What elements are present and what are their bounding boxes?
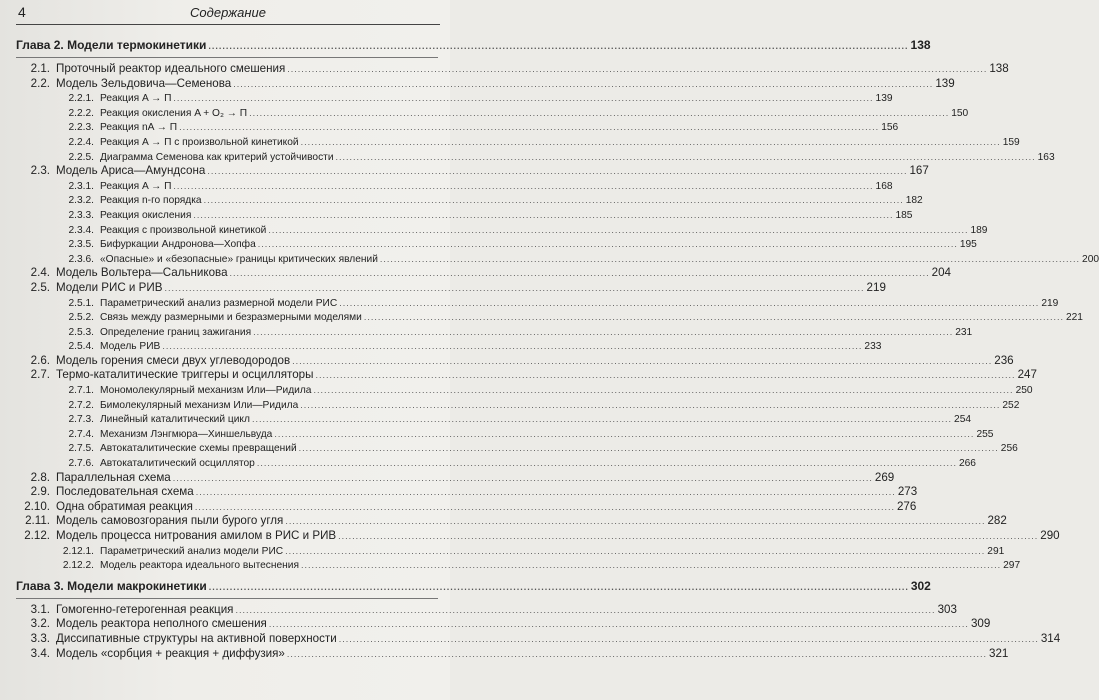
toc-entry-page: 236: [994, 353, 1014, 367]
toc-entry-page: 219: [866, 280, 886, 294]
toc-entry-page: 314: [1040, 631, 1061, 645]
dot-leader: [339, 632, 1039, 647]
toc-entry-title: Реакция с произвольной кинетикой: [100, 224, 267, 236]
dot-leader: [179, 120, 879, 135]
dot-leader: [268, 223, 968, 238]
toc-entry-page: 221: [1065, 312, 1083, 324]
dot-leader: [164, 281, 864, 296]
toc-entry[interactable]: [16, 179, 893, 194]
toc-entry-number: 2.12.: [24, 529, 50, 542]
toc-entry-page: 185: [895, 209, 913, 221]
dot-leader: [336, 150, 1036, 165]
toc-entry-number: 2.7.3.: [68, 414, 94, 426]
toc-entry[interactable]: [16, 368, 1037, 383]
dot-leader: [339, 296, 1039, 311]
dot-leader: [315, 368, 1015, 383]
toc-entry-number: 2.8.: [30, 470, 50, 484]
toc-entry[interactable]: [16, 76, 955, 92]
toc-entry-page: 309: [970, 617, 991, 631]
toc-chapter-entry[interactable]: [16, 36, 931, 54]
toc-entry-page: 297: [1003, 560, 1021, 572]
toc-entry-number: 2.12.2.: [62, 560, 94, 572]
toc-entry-number: 2.3.1.: [68, 180, 94, 192]
toc-entry[interactable]: [16, 544, 1005, 559]
toc-entry-title: Линейный каталитический цикл: [100, 414, 250, 426]
toc-entry[interactable]: [16, 456, 976, 471]
dot-leader: [173, 91, 873, 106]
toc-entry-number: 2.3.5.: [68, 239, 94, 251]
toc-entry-page: 256: [1000, 443, 1018, 455]
toc-entry-page: 167: [909, 164, 929, 178]
toc-entry-page: 200: [1082, 253, 1099, 265]
dot-leader: [173, 471, 873, 486]
toc-entry-title: Бифуркации Андронова—Хопфа: [100, 239, 256, 251]
toc-entry-title: Модель самовозгорания пыли бурого угля: [56, 514, 284, 528]
toc-entry-number: 2.3.: [30, 164, 50, 178]
toc-entry-number: 2.7.1.: [68, 385, 94, 397]
toc-entry-title: Модель Ариса—Амундсона: [56, 164, 206, 178]
toc-entry[interactable]: [16, 252, 1099, 267]
toc-entry-page: 189: [970, 224, 988, 236]
toc-entry-number: 2.10.: [24, 499, 50, 513]
toc-entry-title: Термо-каталитические триггеры и осцилляторы: [56, 368, 314, 382]
toc-entry-number: 2.2.: [30, 76, 50, 90]
dot-leader: [380, 252, 1080, 267]
toc-entry-number: 3.3.: [30, 631, 50, 645]
dot-leader: [253, 325, 953, 340]
toc-entry-page: 139: [935, 76, 955, 90]
toc-entry-title: Проточный реактор идеального смешения: [56, 62, 286, 75]
toc-entry[interactable]: [16, 529, 1060, 544]
toc-entry-page: 231: [955, 326, 973, 338]
toc-entry-page: 252: [1002, 399, 1020, 411]
toc-entry[interactable]: [16, 441, 1018, 456]
toc-entry-title: Модель Зельдовича—Семенова: [56, 76, 232, 90]
toc-entry[interactable]: [16, 514, 1007, 529]
toc-entry-number: 2.5.3.: [68, 326, 94, 338]
toc-entry-page: 302: [910, 578, 931, 593]
toc-entry-number: 2.5.: [30, 280, 50, 294]
toc-entry[interactable]: [16, 485, 918, 500]
toc-entry-title: Модели РИС и РИВ: [56, 280, 163, 294]
toc-entry[interactable]: [16, 631, 1061, 647]
dot-leader: [269, 617, 969, 632]
dot-leader: [301, 135, 1001, 150]
dot-leader: [209, 578, 909, 596]
toc-entry-page: 321: [989, 646, 1009, 660]
toc-entry-number: 2.3.6.: [68, 253, 94, 265]
toc-entry[interactable]: [16, 427, 994, 442]
toc-entry[interactable]: [16, 150, 1055, 165]
chapter-rule: [16, 57, 438, 58]
toc-entry-title: Реакция A → П: [100, 93, 172, 105]
toc-entry-title: Мономолекулярный механизм Или—Ридила: [100, 385, 312, 397]
toc-entry-title: Связь между размерными и безразмерными моделями: [100, 312, 362, 324]
toc-entry-title: Модель реактора идеального вытеснения: [100, 560, 300, 572]
dot-leader: [258, 237, 958, 252]
toc-entry-number: 2.2.4.: [68, 136, 94, 148]
toc-entry-page: 219: [1041, 297, 1059, 309]
toc-entry-title: Одна обратимая реакция: [56, 499, 193, 513]
toc-entry[interactable]: [16, 280, 886, 296]
toc-entry[interactable]: [16, 266, 951, 281]
toc-entry-title: Диссипативные структуры на активной поверхности: [56, 631, 337, 645]
toc-entry[interactable]: [16, 499, 917, 515]
page-header: [16, 2, 440, 25]
toc-entry-number: 2.6.: [30, 353, 50, 367]
dot-leader: [301, 558, 1001, 573]
toc-entry[interactable]: [16, 135, 1020, 150]
dot-leader: [173, 179, 873, 194]
dot-leader: [257, 456, 957, 471]
toc-entry[interactable]: [16, 646, 1009, 662]
toc-entry-number: 3.4.: [30, 646, 50, 660]
dot-leader: [274, 427, 974, 442]
toc-entry-page: 247: [1017, 368, 1037, 382]
dot-leader: [233, 77, 933, 92]
dot-leader: [196, 485, 896, 500]
toc-entry-title: Реакция nA → П: [100, 122, 178, 134]
toc-entry-page: 290: [1040, 529, 1060, 542]
toc-entry[interactable]: [16, 237, 977, 252]
toc-entry-title: Глава 3. Модели макрокинетики: [16, 578, 207, 593]
toc-entry-title: Параметрический анализ модели РИС: [100, 545, 284, 557]
toc-entry-title: Параметрический анализ размерной модели РИС: [100, 297, 338, 309]
dot-leader: [285, 514, 985, 529]
toc-entry-title: Модель процесса нитрования амилом в РИС и РИВ: [56, 529, 337, 542]
toc-entry-title: Диаграмма Семенова как критерий устойчивости: [100, 151, 334, 163]
toc-entry-page: 282: [987, 514, 1007, 528]
toc-entry-number: 2.12.1.: [62, 545, 94, 557]
dot-leader: [252, 412, 952, 427]
toc-entry-title: Модель горения смеси двух углеводородов: [56, 353, 291, 367]
toc-entry-page: 138: [910, 38, 931, 52]
toc-entry-title: Параллельная схема: [56, 470, 171, 484]
dot-leader: [338, 529, 1038, 544]
dot-leader: [300, 398, 1000, 413]
toc-entry[interactable]: [16, 602, 957, 618]
toc-entry-number: 2.7.: [30, 368, 50, 382]
dot-leader: [193, 208, 893, 223]
toc-chapter-entry[interactable]: [16, 577, 931, 595]
toc-entry-number: 2.7.6.: [68, 458, 94, 470]
toc-entry-title: Определение границ зажигания: [100, 326, 252, 338]
dot-leader: [195, 500, 895, 515]
toc-entry[interactable]: [16, 164, 929, 179]
toc-entry[interactable]: [16, 310, 1083, 325]
dot-leader: [299, 441, 999, 456]
toc-entry-number: 2.2.3.: [68, 122, 94, 134]
toc-entry-title: Автокаталитический осциллятор: [100, 458, 255, 470]
toc-entry-number: 2.3.4.: [68, 224, 94, 236]
toc-entry-page: 269: [874, 470, 895, 484]
toc-entry-page: 138: [989, 62, 1009, 75]
toc-entry[interactable]: [16, 193, 923, 208]
toc-entry[interactable]: [16, 62, 1009, 77]
toc-entry-number: 2.11.: [25, 514, 50, 528]
toc-entry-page: 255: [976, 428, 994, 440]
toc-entry[interactable]: [16, 325, 973, 340]
dot-leader: [207, 164, 907, 179]
toc-entry-title: Бимолекулярный механизм Или—Ридила: [100, 399, 299, 411]
toc-entry[interactable]: [16, 353, 1014, 369]
toc-entry-number: 3.1.: [30, 602, 50, 616]
dot-leader: [204, 193, 904, 208]
toc-entry-title: Гомогенно-гетерогенная реакция: [56, 602, 234, 616]
toc-entry-title: Реакция A → П: [100, 180, 172, 192]
toc-entry-number: 2.7.4.: [68, 428, 94, 440]
table-of-contents: [16, 36, 1099, 661]
toc-entry[interactable]: [16, 106, 969, 121]
toc-entry-page: 266: [958, 458, 976, 470]
dot-leader: [230, 266, 930, 281]
running-title: Содержание: [190, 5, 266, 20]
toc-entry-title: Реакция A → П с произвольной кинетикой: [100, 136, 299, 148]
toc-entry[interactable]: [16, 412, 972, 427]
toc-entry-title: Глава 2. Модели термокинетики: [16, 38, 207, 52]
toc-entry[interactable]: [16, 617, 991, 632]
toc-entry-number: 2.5.1.: [68, 297, 94, 309]
dot-leader: [162, 339, 862, 354]
toc-entry[interactable]: [16, 223, 988, 238]
toc-entry-number: 3.2.: [30, 617, 50, 631]
toc-entry-number: 2.2.1.: [68, 93, 94, 105]
toc-entry-page: 150: [951, 107, 969, 119]
toc-entry-title: Реакция окисления: [100, 209, 192, 221]
toc-entry[interactable]: [16, 470, 895, 486]
toc-entry[interactable]: [16, 91, 893, 106]
dot-leader: [287, 647, 987, 662]
toc-entry-title: Модель «сорбция + реакция + диффузия»: [56, 646, 285, 660]
dot-leader: [287, 62, 987, 77]
toc-entry-page: 182: [905, 195, 923, 207]
toc-entry[interactable]: [16, 383, 1033, 398]
toc-entry-page: 250: [1015, 385, 1033, 397]
toc-entry-title: Модель Вольтера—Сальникова: [56, 266, 228, 280]
toc-entry-title: Модель РИВ: [100, 341, 161, 353]
dot-leader: [249, 106, 949, 121]
toc-entry-page: 139: [875, 93, 893, 105]
toc-entry-number: 2.7.5.: [68, 443, 94, 455]
dot-leader: [364, 310, 1064, 325]
toc-entry-number: 2.2.2.: [68, 107, 94, 119]
toc-entry-page: 276: [896, 499, 917, 513]
chapter-rule: [16, 598, 438, 599]
toc-entry-page: 159: [1002, 136, 1020, 148]
toc-entry-title: Последовательная схема: [56, 485, 194, 499]
toc-entry[interactable]: [16, 296, 1059, 311]
toc-entry-page: 168: [875, 180, 893, 192]
toc-entry-page: 254: [954, 414, 972, 426]
toc-entry[interactable]: [16, 120, 899, 135]
toc-entry-number: 2.9.: [30, 485, 50, 499]
dot-leader: [285, 544, 985, 559]
toc-entry-title: Автокаталитические схемы превращений: [100, 443, 297, 455]
toc-entry-page: 204: [931, 266, 951, 280]
toc-entry-page: 195: [959, 239, 977, 251]
toc-entry-number: 2.1.: [30, 62, 50, 75]
toc-entry-page: 163: [1037, 151, 1055, 163]
toc-entry-number: 2.5.4.: [68, 341, 94, 353]
toc-entry-title: Механизм Лэнгмюра—Хиншельвуда: [100, 428, 273, 440]
toc-entry-title: Реакция окисления A + O₂ → П: [100, 107, 248, 119]
dot-leader: [292, 354, 992, 369]
toc-entry-number: 2.3.2.: [68, 195, 94, 207]
toc-entry-number: 2.5.2.: [68, 312, 94, 324]
toc-entry-title: Реакция n-го порядка: [100, 195, 202, 207]
page-number: 4: [18, 4, 26, 20]
toc-entry-page: 233: [864, 341, 882, 353]
toc-entry[interactable]: [16, 558, 1021, 573]
toc-entry-number: 2.3.3.: [68, 209, 94, 221]
toc-entry-title: Модель реактора неполного смешения: [56, 617, 267, 631]
dot-leader: [235, 603, 935, 618]
toc-entry[interactable]: [16, 339, 882, 354]
toc-entry-number: 2.4.: [30, 266, 50, 280]
toc-entry-number: 2.7.2.: [68, 399, 94, 411]
toc-entry-page: 303: [937, 602, 957, 616]
dot-leader: [313, 383, 1013, 398]
dot-leader: [208, 37, 908, 55]
toc-entry-page: 291: [987, 545, 1005, 557]
toc-entry[interactable]: [16, 208, 913, 223]
toc-entry-number: 2.2.5.: [68, 151, 94, 163]
toc-entry[interactable]: [16, 398, 1020, 413]
toc-entry-page: 273: [897, 485, 918, 499]
toc-entry-title: «Опасные» и «безопасные» границы критических явлений: [100, 253, 378, 265]
toc-entry-page: 156: [881, 122, 899, 134]
